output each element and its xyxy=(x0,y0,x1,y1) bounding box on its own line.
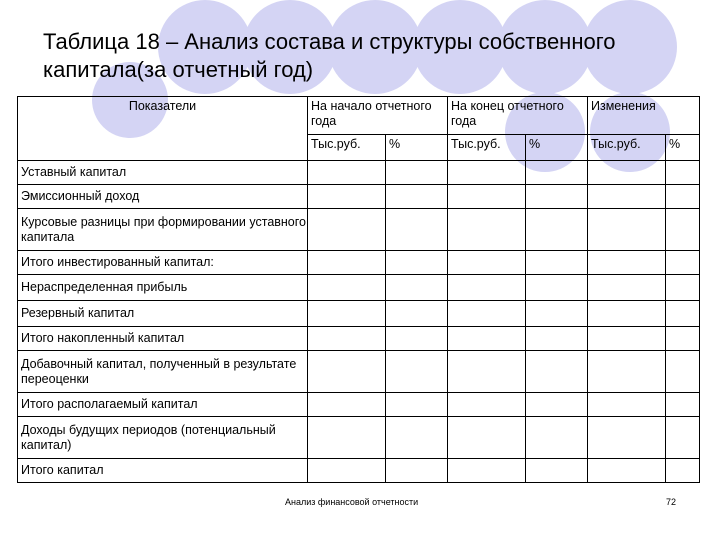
data-cell xyxy=(386,161,448,185)
table-row xyxy=(18,275,700,301)
data-cell xyxy=(588,327,666,351)
table-row xyxy=(18,161,700,185)
data-cell xyxy=(308,351,386,393)
data-cell xyxy=(308,251,386,275)
row-label: Резервный капитал xyxy=(18,301,308,327)
data-cell xyxy=(588,185,666,209)
subheader-thousand-rub: Тыс.руб. xyxy=(308,135,386,161)
data-cell xyxy=(448,301,526,327)
data-cell xyxy=(448,209,526,251)
data-cell xyxy=(448,417,526,459)
data-cell xyxy=(588,393,666,417)
data-cell xyxy=(526,301,588,327)
row-label: Добавочный капитал, полученный в результате переоценки xyxy=(18,351,308,393)
data-cell xyxy=(526,251,588,275)
data-cell xyxy=(588,351,666,393)
data-cell xyxy=(666,459,700,483)
data-cell xyxy=(308,209,386,251)
header-indicators: Показатели xyxy=(18,97,308,161)
data-cell xyxy=(588,161,666,185)
data-cell xyxy=(526,351,588,393)
data-cell xyxy=(448,185,526,209)
row-label: Доходы будущих периодов (потенциальный капитал) xyxy=(18,417,308,459)
data-cell xyxy=(308,185,386,209)
data-cell xyxy=(526,161,588,185)
page-title: Таблица 18 – Анализ состава и структуры собственного капитала(за отчетный год) xyxy=(43,29,616,82)
subheader-percent: % xyxy=(666,135,700,161)
data-cell xyxy=(448,275,526,301)
data-cell xyxy=(526,327,588,351)
data-cell xyxy=(308,459,386,483)
data-cell xyxy=(666,185,700,209)
data-cell xyxy=(308,417,386,459)
data-cell xyxy=(588,209,666,251)
data-cell xyxy=(526,185,588,209)
table-row xyxy=(18,209,700,251)
data-cell xyxy=(386,417,448,459)
data-cell xyxy=(526,417,588,459)
data-cell xyxy=(448,393,526,417)
subheader-percent: % xyxy=(526,135,588,161)
data-cell xyxy=(588,301,666,327)
row-label: Нераспределенная прибыль xyxy=(18,275,308,301)
data-cell xyxy=(448,351,526,393)
data-cell xyxy=(308,327,386,351)
data-cell xyxy=(448,251,526,275)
data-cell xyxy=(588,275,666,301)
data-cell xyxy=(666,417,700,459)
data-cell xyxy=(666,275,700,301)
header-start-period: На начало отчетного года xyxy=(308,97,448,135)
data-cell xyxy=(308,301,386,327)
data-cell xyxy=(386,327,448,351)
header-changes: Изменения xyxy=(588,97,700,135)
data-cell xyxy=(386,393,448,417)
data-cell xyxy=(588,417,666,459)
data-cell xyxy=(666,251,700,275)
data-cell xyxy=(386,185,448,209)
data-cell xyxy=(386,301,448,327)
data-cell xyxy=(386,459,448,483)
data-cell xyxy=(526,209,588,251)
data-cell xyxy=(386,275,448,301)
row-label: Эмиссионный доход xyxy=(18,185,308,209)
data-cell xyxy=(448,161,526,185)
table-row xyxy=(18,185,700,209)
data-cell xyxy=(386,209,448,251)
data-cell xyxy=(666,209,700,251)
data-cell xyxy=(588,459,666,483)
capital-analysis-table xyxy=(17,96,700,483)
data-cell xyxy=(386,251,448,275)
row-label: Итого располагаемый капитал xyxy=(18,393,308,417)
table-row xyxy=(18,417,700,459)
table-row xyxy=(18,351,700,393)
table-row xyxy=(18,251,700,275)
table-row xyxy=(18,459,700,483)
row-label: Итого инвестированный капитал: xyxy=(18,251,308,275)
data-cell xyxy=(308,275,386,301)
page-number: 72 xyxy=(666,497,677,507)
data-cell xyxy=(666,327,700,351)
data-cell xyxy=(666,301,700,327)
footer-label: Анализ финансовой отчетности xyxy=(285,497,419,507)
header-end-period: На конец отчетного года xyxy=(448,97,588,135)
data-cell xyxy=(588,251,666,275)
data-cell xyxy=(666,393,700,417)
data-cell xyxy=(666,161,700,185)
row-label: Итого капитал xyxy=(18,459,308,483)
data-cell xyxy=(666,351,700,393)
table-row xyxy=(18,327,700,351)
data-cell xyxy=(308,161,386,185)
data-cell xyxy=(386,351,448,393)
subheader-percent: % xyxy=(386,135,448,161)
row-label: Итого накопленный капитал xyxy=(18,327,308,351)
subheader-thousand-rub: Тыс.руб. xyxy=(588,135,666,161)
header-row xyxy=(18,97,700,135)
table-row xyxy=(18,393,700,417)
subheader-thousand-rub: Тыс.руб. xyxy=(448,135,526,161)
row-label: Уставный капитал xyxy=(18,161,308,185)
data-cell xyxy=(448,459,526,483)
data-cell xyxy=(526,275,588,301)
data-cell xyxy=(526,459,588,483)
table-row xyxy=(18,301,700,327)
data-cell xyxy=(308,393,386,417)
row-label: Курсовые разницы при формировании уставного капитала xyxy=(18,209,308,251)
data-cell xyxy=(526,393,588,417)
data-cell xyxy=(448,327,526,351)
